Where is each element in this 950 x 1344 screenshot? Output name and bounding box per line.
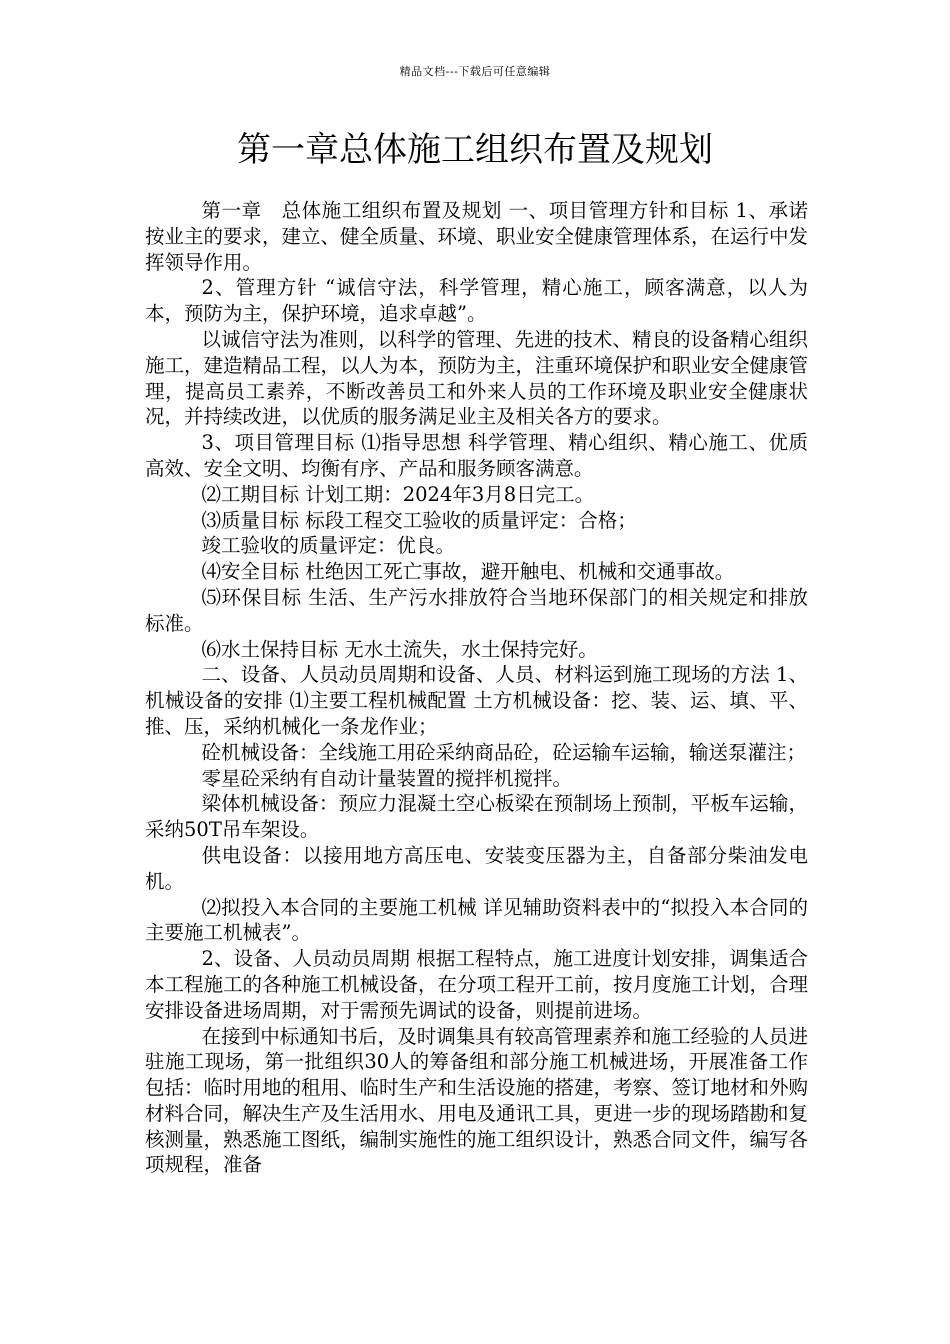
paragraph: 以诚信守法为准则，以科学的管理、先进的技术、精良的设备精心组织施工，建造精品工程，以人为本，预防为主，注重环境保护和职业安全健康管理，提高员工素养，不断改善员工和外来人员的工作环境及职业安全健康状况，并持续改进，以优质的服务满足业主及相关各方的要求。 (145, 327, 809, 429)
paragraph: 2、管理方针 “诚信守法，科学管理，精心施工，顾客满意，以人为本，预防为主，保护环境，追求卓越”。 (145, 276, 808, 326)
document-body (145, 198, 808, 1178)
page-header: 精品文档---下载后可任意编辑 (399, 65, 551, 78)
paragraph: 二、设备、人员动员周期和设备、人员、材料运到施工现场的方法 1、机械设备的安排 ⑴主要工程机械配置 土方机械设备：挖、装、运、填、平、推、压，采纳机械化一条龙作业； (145, 663, 808, 738)
paragraph: 竣工验收的质量评定：优良。 (201, 534, 456, 558)
paragraph: ⑶质量目标 标段工程交工验收的质量评定：合格； (201, 508, 637, 532)
paragraph: ⑵拟投入本合同的主要施工机械 详见辅助资料表中的“拟投入本合同的主要施工机械表”。 (145, 895, 808, 945)
paragraph: 砼机械设备：全线施工用砼采纳商品砼，砼运输车运输，输送泵灌注； (201, 740, 807, 764)
paragraph: 供电设备：以接用地方高压电、安装变压器为主，自备部分柴油发电机。 (145, 843, 808, 893)
paragraph: 3、项目管理目标 ⑴指导思想 科学管理、精心组织、精心施工、优质高效、安全文明、均衡有序、产品和服务顾客满意。 (145, 431, 808, 480)
paragraph: 第一章 总体施工组织布置及规划 一、项目管理方针和目标 1、承诺 按业主的要求，建立、健全质量、环境、职业安全健康管理体系，在运行中发挥领导作用。 (145, 199, 809, 274)
paragraph: 在接到中标通知书后，及时调集具有较高管理素养和施工经验的人员进驻施工现场，第一批组织30人的筹备组和部分施工机械进场，开展准备工作包括：临时用地的租用、临时生产和生活设施的搭建，考察、签订地材和外购材料合同，解决生产及生活用水、用电及通讯工具，更进一步的现场踏勘和复核测量，熟悉施工图纸，编制实施性的施工组织设计，熟悉合同文件，编写各项规程，准备 (145, 1024, 809, 1177)
document-title: 第一章总体施工组织布置及规划 (237, 130, 713, 170)
paragraph: 2、设备、人员动员周期 根据工程特点，施工进度计划安排，调集适合本工程施工的各种施工机械设备，在分项工程开工前，按月度施工计划，合理安排设备进场周期，对于需预先调试的设备，则提前进场。 (145, 947, 809, 1022)
paragraph: 零星砼采纳有自动计量装置的搅拌机搅拌。 (201, 766, 573, 790)
paragraph: ⑹水土保持目标 无水土流失，水土保持完好。 (201, 637, 598, 661)
paragraph: ⑷安全目标 杜绝因工死亡事故，避开触电、机械和交通事故。 (201, 560, 735, 584)
paragraph: ⑵工期目标 计划工期：2024年3月8日完工。 (201, 482, 595, 506)
paragraph: ⑸环保目标 生活、生产污水排放符合当地环保部门的相关规定和排放标准。 (145, 585, 808, 635)
paragraph: 梁体机械设备：预应力混凝土空心板梁在预制场上预制，平板车运输，采纳50T吊车架设。 (145, 792, 808, 842)
